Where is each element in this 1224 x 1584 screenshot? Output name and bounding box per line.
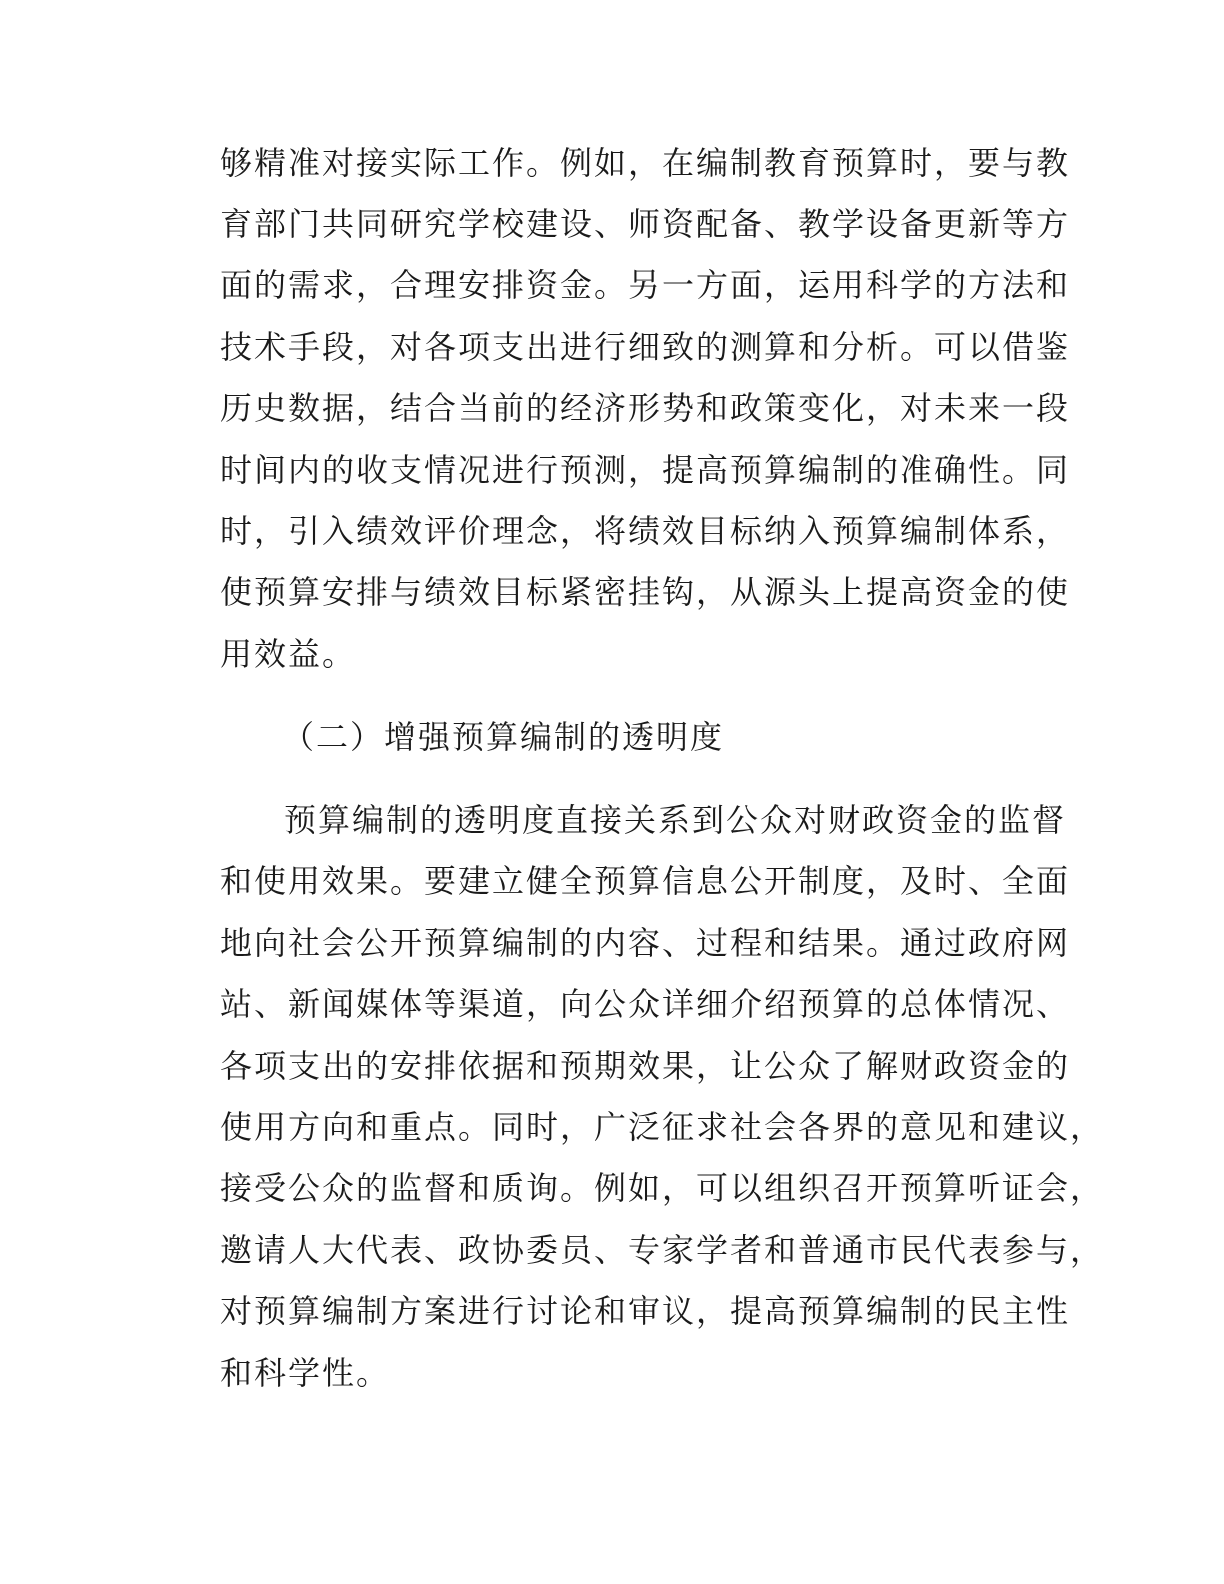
paragraph-2-line-10: 和科学性。 [220, 1354, 391, 1392]
paragraph-1-line-6: 时间内的收支情况进行预测，提高预算编制的准确性。同 [220, 451, 1071, 489]
section-heading: （二）增强预算编制的透明度 [282, 718, 725, 756]
paragraph-2-line-1: 预算编制的透明度直接关系到公众对财政资金的监督 [284, 801, 1067, 839]
paragraph-1-line-7: 时，引入绩效评价理念，将绩效目标纳入预算编制体系， [220, 512, 1071, 550]
paragraph-1-line-9: 用效益。 [220, 635, 357, 673]
paragraph-2-line-4: 站、新闻媒体等渠道，向公众详细介绍预算的总体情况、 [220, 985, 1071, 1023]
paragraph-2-line-9: 对预算编制方案进行讨论和审议，提高预算编制的民主性 [220, 1292, 1071, 1330]
paragraph-2-line-6: 使用方向和重点。同时，广泛征求社会各界的意见和建议， [220, 1108, 1105, 1146]
paragraph-1-line-4: 技术手段，对各项支出进行细致的测算和分析。可以借鉴 [220, 328, 1071, 366]
paragraph-2-line-5: 各项支出的安排依据和预期效果，让公众了解财政资金的 [220, 1047, 1071, 1085]
paragraph-2-line-7: 接受公众的监督和质询。例如，可以组织召开预算听证会， [220, 1169, 1105, 1207]
paragraph-1-line-5: 历史数据，结合当前的经济形势和政策变化，对未来一段 [220, 389, 1071, 427]
paragraph-1-line-2: 育部门共同研究学校建设、师资配备、教学设备更新等方 [220, 205, 1071, 243]
paragraph-2-line-2: 和使用效果。要建立健全预算信息公开制度，及时、全面 [220, 862, 1071, 900]
paragraph-2-line-8: 邀请人大代表、政协委员、专家学者和普通市民代表参与， [220, 1231, 1105, 1269]
paragraph-1-line-3: 面的需求，合理安排资金。另一方面，运用科学的方法和 [220, 266, 1071, 304]
paragraph-2-line-3: 地向社会公开预算编制的内容、过程和结果。通过政府网 [220, 924, 1071, 962]
paragraph-1-line-1: 够精准对接实际工作。例如，在编制教育预算时，要与教 [220, 144, 1071, 182]
paragraph-1-line-8: 使预算安排与绩效目标紧密挂钩，从源头上提高资金的使 [220, 573, 1071, 611]
